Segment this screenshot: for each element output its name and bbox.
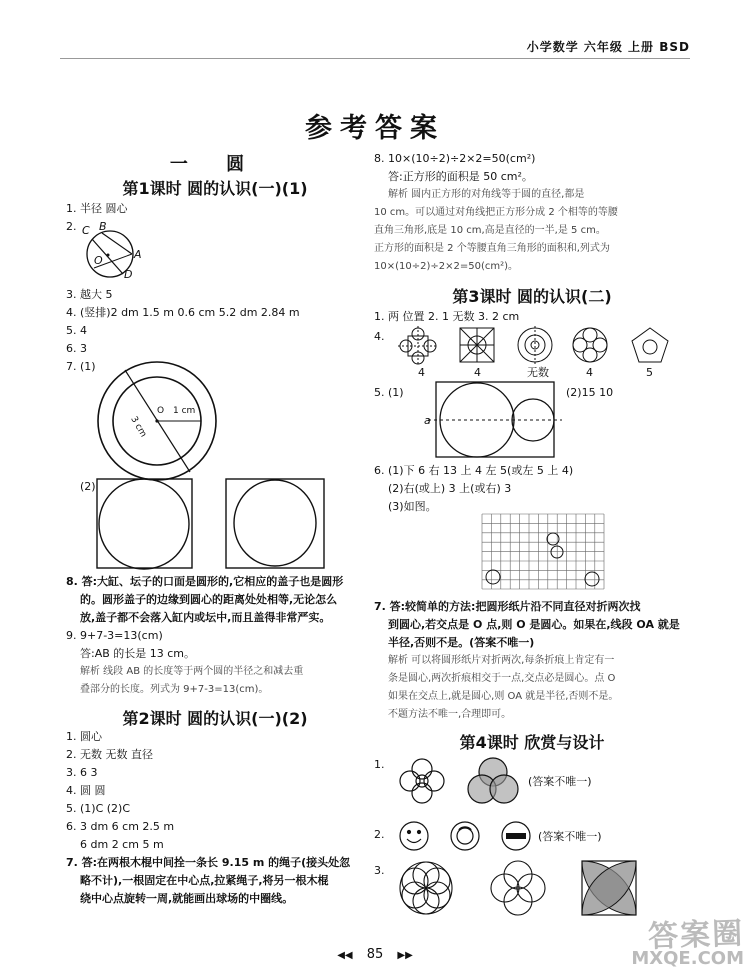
circle-in-rectangle-diagrams — [96, 478, 326, 570]
page-number: 85 — [366, 947, 384, 962]
s2-q7-line1: 7. 答:在两根木棍中间拴一条长 9.15 m 的绳子(接头处忽 — [66, 856, 351, 869]
watermark-logo: 答案圈 — [647, 916, 745, 955]
sym-count-1: 4 — [418, 366, 425, 379]
s3-q1-3: 1. 两 位置 2. 1 无数 3. 2 cm — [374, 310, 520, 323]
label-o: O — [94, 254, 103, 267]
r-q8-line2: 答:正方形的面积是 50 cm²。 — [388, 170, 533, 183]
s2-q2: 2. 无数 无数 直径 — [66, 748, 153, 761]
s3-q7-explain1: 解析 可以将圆形纸片对折两次,每条折痕上肯定有一 — [388, 655, 615, 666]
label-a: A — [134, 248, 142, 261]
grid-circles-diagram — [482, 514, 606, 590]
section-2-title: 第2课时 圆的认识(一)(2) — [122, 709, 308, 728]
s1-q3: 3. 越大 5 — [66, 288, 113, 301]
label-d: D — [124, 268, 133, 281]
sym-count-4: 4 — [586, 366, 593, 379]
s2-q7-line2: 略不计),一根固定在中心点,拉紧绳子,将另一根木棍 — [80, 874, 329, 887]
r-q8-explain2: 10 cm。可以通过对角线把正方形分成 2 个相等的等腰 — [374, 207, 618, 218]
s1-q9-line2: 答:AB 的长是 13 cm。 — [80, 647, 196, 660]
s3-q6-line1: 6. (1)下 6 右 13 上 4 左 5(或左 5 上 4) — [374, 464, 574, 477]
r-q8-explain4: 正方形的面积是 2 个等腰直角三角形的面积和,列式为 — [374, 243, 610, 254]
pattern-designs — [398, 858, 638, 918]
header-rule — [60, 58, 690, 59]
s2-q5: 5. (1)C (2)C — [66, 802, 131, 815]
s4-q1: 1. — [374, 758, 385, 771]
prev-page-icon[interactable]: ◀◀ — [337, 950, 353, 961]
s1-q8-line1: 8. 答:大缸、坛子的口面是圆形的,它相应的盖子也是圆形 — [66, 575, 344, 588]
axis-circles-diagram — [432, 380, 562, 460]
section-3-title: 第3课时 圆的认识(二) — [452, 287, 612, 306]
s4-q3: 3. — [374, 864, 385, 877]
label-b: B — [99, 220, 107, 233]
s1-q9-line1: 9. 9+7-3=13(cm) — [66, 629, 163, 642]
label-c: C — [82, 224, 90, 237]
r-q8-explain1: 解析 圆内正方形的对角线等于圆的直径,都是 — [388, 189, 585, 200]
s2-q3: 3. 6 3 — [66, 766, 98, 779]
sym-count-3: 无数 — [527, 366, 549, 379]
s3-q5: 5. (1) — [374, 386, 404, 399]
s1-q2: 2. — [66, 220, 77, 233]
label-1cm: 1 cm — [173, 406, 196, 416]
s2-q1: 1. 圆心 — [66, 730, 102, 743]
label-a-line: a — [424, 414, 431, 427]
label-3cm: 3 cm — [128, 414, 149, 440]
s1-q9-explain2: 叠部分的长度。列式为 9+7-3=13(cm)。 — [80, 684, 269, 695]
s1-q7-2: (2) — [80, 480, 96, 493]
s1-q7: 7. (1) — [66, 360, 96, 373]
s1-q5: 5. 4 — [66, 324, 87, 337]
watermark-url: MXQE.COM — [631, 948, 744, 969]
label-o2: O — [157, 406, 165, 416]
s3-q7-line3: 半径,否则不是。(答案不唯一) — [388, 636, 535, 649]
s3-q4: 4. — [374, 330, 385, 343]
r-q8-line1: 8. 10×(10÷2)÷2×2=50(cm²) — [374, 152, 536, 165]
concentric-circles-diagram — [95, 360, 220, 482]
r-q8-explain3: 直角三角形,底是 10 cm,高是直径的一半,是 5 cm。 — [374, 225, 606, 236]
s4-q2-note: (答案不唯一) — [538, 830, 602, 843]
next-page-icon[interactable]: ▶▶ — [397, 950, 413, 961]
s1-q9-explain1: 解析 线段 AB 的长度等于两个圆的半径之和减去重 — [80, 666, 304, 677]
flower-designs — [398, 756, 538, 806]
s2-q6-line2: 6 dm 2 cm 5 m — [80, 838, 164, 851]
chapter-title: 一 圆 — [169, 154, 261, 175]
s2-q4: 4. 圆 圆 — [66, 784, 106, 797]
s4-q1-note: (答案不唯一) — [528, 775, 592, 788]
s3-q7-explain3: 如果在交点上,就是圆心,则 OA 就是半径,否则不是。 — [388, 691, 619, 702]
s2-q7-line3: 绕中心点旋转一周,就能画出球场的中圈线。 — [80, 892, 294, 905]
sym-count-2: 4 — [474, 366, 481, 379]
s3-q7-explain2: 条是圆心,两次折痕相交于一点,交点必是圆心。点 O — [388, 673, 616, 684]
section-1-title: 第1课时 圆的认识(一)(1) — [122, 179, 308, 198]
s3-q6-line2: (2)右(或上) 3 上(或右) 3 — [388, 482, 512, 495]
face-designs — [398, 820, 538, 854]
s1-q4: 4. (竖排)2 dm 1.5 m 0.6 cm 5.2 dm 2.84 m — [66, 306, 300, 319]
symmetry-figures — [398, 326, 680, 366]
s1-q6: 6. 3 — [66, 342, 87, 355]
s1-q8-line2: 的。圆形盖子的边缘到圆心的距离处处相等,无论怎么 — [80, 593, 338, 606]
page-title: 参考答案 — [305, 113, 445, 144]
section-4-title: 第4课时 欣赏与设计 — [459, 733, 605, 752]
page-header: 小学数学 六年级 上册 BSD — [526, 40, 690, 54]
s3-q5-2: (2)15 10 — [566, 386, 614, 399]
s3-q7-line1: 7. 答:较简单的方法:把圆形纸片沿不同直径对折两次找 — [374, 600, 641, 613]
sym-count-5: 5 — [646, 366, 653, 379]
s4-q2: 2. — [374, 828, 385, 841]
s2-q6-line1: 6. 3 dm 6 cm 2.5 m — [66, 820, 175, 833]
s3-q7-line2: 到圆心,若交点是 O 点,则 O 是圆心。如果在,线段 OA 就是 — [388, 618, 680, 631]
s1-q8-line3: 放,盖子都不会落入缸内或坛中,而且盖得非常严实。 — [80, 611, 331, 624]
s1-q1: 1. 半径 圆心 — [66, 202, 128, 215]
r-q8-explain5: 10×(10÷2)÷2×2=50(cm²)。 — [374, 261, 519, 272]
s3-q7-explain4: 不题方法不唯一,合理即可。 — [388, 709, 512, 720]
s3-q6-line3: (3)如图。 — [388, 500, 437, 513]
